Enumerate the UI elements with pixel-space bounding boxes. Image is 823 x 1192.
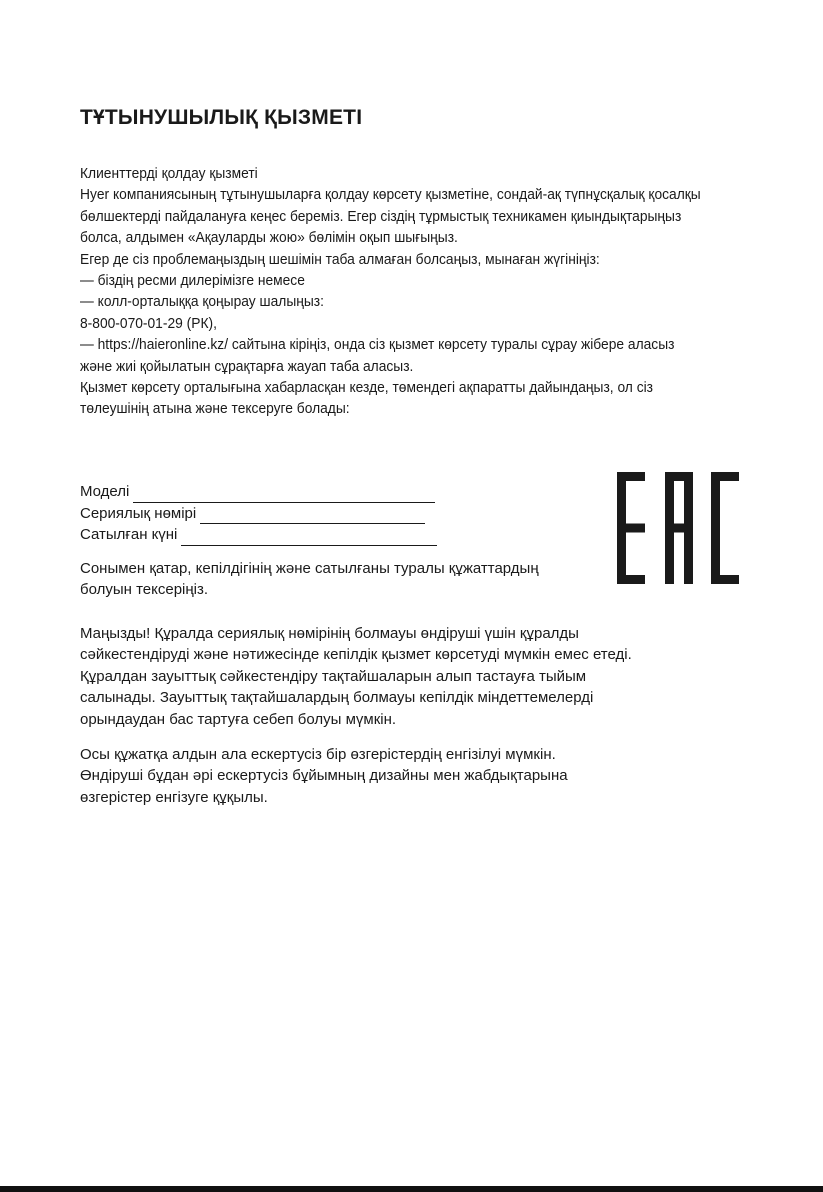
bottom-border [0,1186,823,1192]
eac-mark-icon [617,472,739,584]
intro-line: төлеушінің атына және тексеруге болады: [80,400,350,418]
paragraph-line: өзгерістер енгізуге құқылы. [80,788,268,806]
intro-line: Егер де сіз проблемаңыздың шешімін таба алмаған болсаңыз, мынаған жүгініңіз: [80,250,600,268]
sale-date-label: Сатылған күні [80,526,178,544]
documents-check-paragraph [80,558,620,601]
intro-line: бөлшектерді пайдалануға кеңес береміз. Егер сіздің тұрмыстық техникамен қиындықтарыңыз [80,207,682,225]
paragraph-line: Өндіруші бұдан әрі ескертусіз бұйымның дизайны мен жабдықтарына [80,767,568,785]
paragraph-line: Осы құжатқа алдын ала ескертусіз бір өзгерістердің енгізілуі мүмкін. [80,746,556,763]
website-line: — https://haieronline.kz/ сайтына кіріңіз, онда сіз қызмет көрсету туралы сұрау жібере аласыз [80,336,675,354]
serial-blank-line[interactable] [200,508,425,524]
intro-line: Қызмет көрсету орталығына хабарласқан кезде, төмендегі ақпаратты дайындаңыз, ол сіз [80,379,654,397]
important-paragraph [80,623,780,730]
phone-number: 8-800-070-01-29 (РК), [80,314,217,332]
intro-line: Клиенттерді қолдау қызметі [80,165,258,182]
paragraph-line: Құралдан зауыттық сәйкестендіру тақтайшаларын алып тастауға тыйым [80,667,587,685]
intro-line: болса, алдымен «Ақауларды жою» бөлімін оқып шығыңыз. [80,229,458,247]
paragraph-line: сәйкестендіруді және нәтижесінде кепілдік қызмет көрсетуді мүмкін емес етеді. [80,646,632,664]
model-blank-line[interactable] [133,487,435,503]
page-title: ТҰТЫНУШЫЛЫҚ ҚЫЗМЕТІ [80,106,363,129]
paragraph-line: салынады. Зауыттық тақтайшалардың болмауы кепілдік міндеттемелерді [80,689,594,707]
product-info-fields [80,481,480,546]
changes-notice-paragraph [80,744,780,808]
paragraph-line: орындаудан бас тартуға себеп болуы мүмкін. [80,710,397,728]
intro-line: және жиі қойылатын сұрақтарға жауап таба аласыз. [80,357,414,375]
paragraph-line: Сонымен қатар, кепілдігінің және сатылғаны туралы құжаттардың [80,560,539,577]
customer-support-intro [80,163,724,420]
serial-label: Сериялық нөмірі [80,504,197,522]
paragraph-line: Маңызды! Құралда сериялық нөмірінің болмауы өндіруші үшін құралды [80,625,579,642]
paragraph-line: болуын тексеріңіз. [80,581,209,599]
intro-line: Hyer компаниясының тұтынушыларға қолдау көрсету қызметіне, сондай-ақ түпнұсқалық қосалқы [80,186,701,204]
serial-field [80,503,480,525]
model-field [80,481,480,503]
sale-date-field [80,524,480,546]
model-label: Моделі [80,483,130,501]
sale-date-blank-line[interactable] [181,530,437,546]
intro-line: — біздің ресми дилерімізге немесе [80,272,305,290]
intro-line: — колл-орталыққа қоңырау шалыңыз: [80,293,324,311]
